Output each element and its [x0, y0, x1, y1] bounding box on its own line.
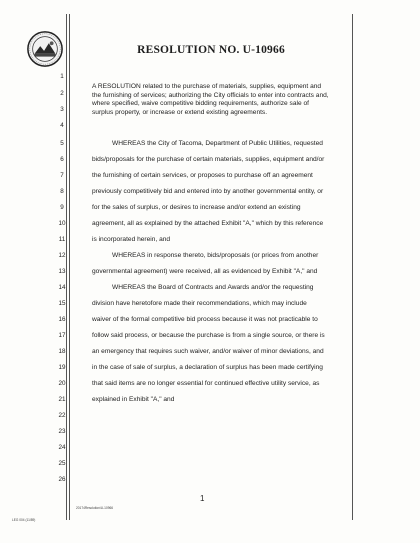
line-number: 22 — [58, 412, 66, 419]
resolution-intro: A RESOLUTION related to the purchase of materials, supplies, equipment and the furnishing of services; authorizing the City officials to enter into contracts and, where specified, waive competitive bidding requirements, authorize sale of surplus property, or increase or extend existing agreements. — [92, 83, 329, 116]
body-line: that said items are no longer essential for continued effective utility service, as — [92, 380, 320, 387]
body-line: for the sales of surplus, or desires to increase and/or extend an existing — [92, 204, 301, 211]
line-number: 1 — [60, 73, 64, 80]
form-code: LEG 004 (11/89) — [12, 518, 36, 522]
line-number: 21 — [58, 396, 66, 403]
line-number: 25 — [58, 460, 66, 467]
line-number: 11 — [58, 236, 66, 243]
body-line: the furnishing of certain services, or proposes to purchase off an agreement — [92, 172, 313, 179]
body-line: division have heretofore made their recommendations, which may include — [92, 300, 307, 307]
line-number: 7 — [60, 172, 64, 179]
body-line: follow said process, or because the purchase is from a single source, or there is — [92, 332, 325, 339]
line-number: 14 — [58, 284, 66, 291]
line-number: 26 — [58, 476, 66, 483]
body-line: waiver of the formal competitive bid process because it was not practicable to — [92, 316, 318, 323]
body-line: explained in Exhibit "A," and — [92, 396, 175, 403]
body-line: is incorporated herein, and — [92, 236, 171, 243]
city-seal-icon — [26, 30, 64, 68]
line-number: 2 — [60, 90, 64, 97]
body-line: WHEREAS the City of Tacoma, Department of Public Utilities, requested — [112, 140, 323, 147]
line-number: 17 — [58, 332, 66, 339]
line-number: 18 — [58, 348, 66, 355]
line-number: 19 — [58, 364, 66, 371]
line-number: 23 — [58, 428, 66, 435]
line-number: 9 — [60, 204, 64, 211]
line-number: 16 — [58, 316, 66, 323]
body-line: WHEREAS in response thereto, bids/proposals (or prices from another — [112, 252, 319, 259]
body-line: in the case of sale of surplus, a declaration of surplus has been made certifying — [92, 364, 323, 371]
line-number: 15 — [58, 300, 66, 307]
line-number: 5 — [60, 140, 64, 147]
body-line: agreement, all as explained by the attached Exhibit "A," which by this reference — [92, 220, 324, 227]
page-number: 1 — [200, 494, 205, 503]
body-line: an emergency that requires such waiver, and/or waiver of minor deviations, and — [92, 348, 324, 355]
line-number: 4 — [60, 122, 64, 129]
line-number: 8 — [60, 188, 64, 195]
resolution-title: RESOLUTION NO. U-10966 — [137, 44, 285, 56]
body-line: previously competitively bid and entered into by another governmental entity, or — [92, 188, 324, 195]
footer-file-path: 20174Resolution\U-10966 — [76, 506, 114, 510]
right-margin-rule — [352, 14, 353, 520]
body-line: bids/proposals for the purchase of certain materials, supplies, equipment and/or — [92, 156, 325, 163]
line-number: 24 — [58, 444, 66, 451]
body-line: WHEREAS the Board of Contracts and Awards and/or the requesting — [112, 284, 314, 291]
left-margin-rule-inner — [69, 14, 70, 520]
body-line: governmental agreement) were received, all as evidenced by Exhibit "A," and — [92, 268, 318, 275]
line-number: 3 — [60, 106, 64, 113]
line-number: 13 — [58, 268, 66, 275]
line-number: 6 — [60, 156, 64, 163]
line-number: 12 — [58, 252, 66, 259]
line-number: 10 — [58, 220, 66, 227]
line-number: 20 — [58, 380, 66, 387]
